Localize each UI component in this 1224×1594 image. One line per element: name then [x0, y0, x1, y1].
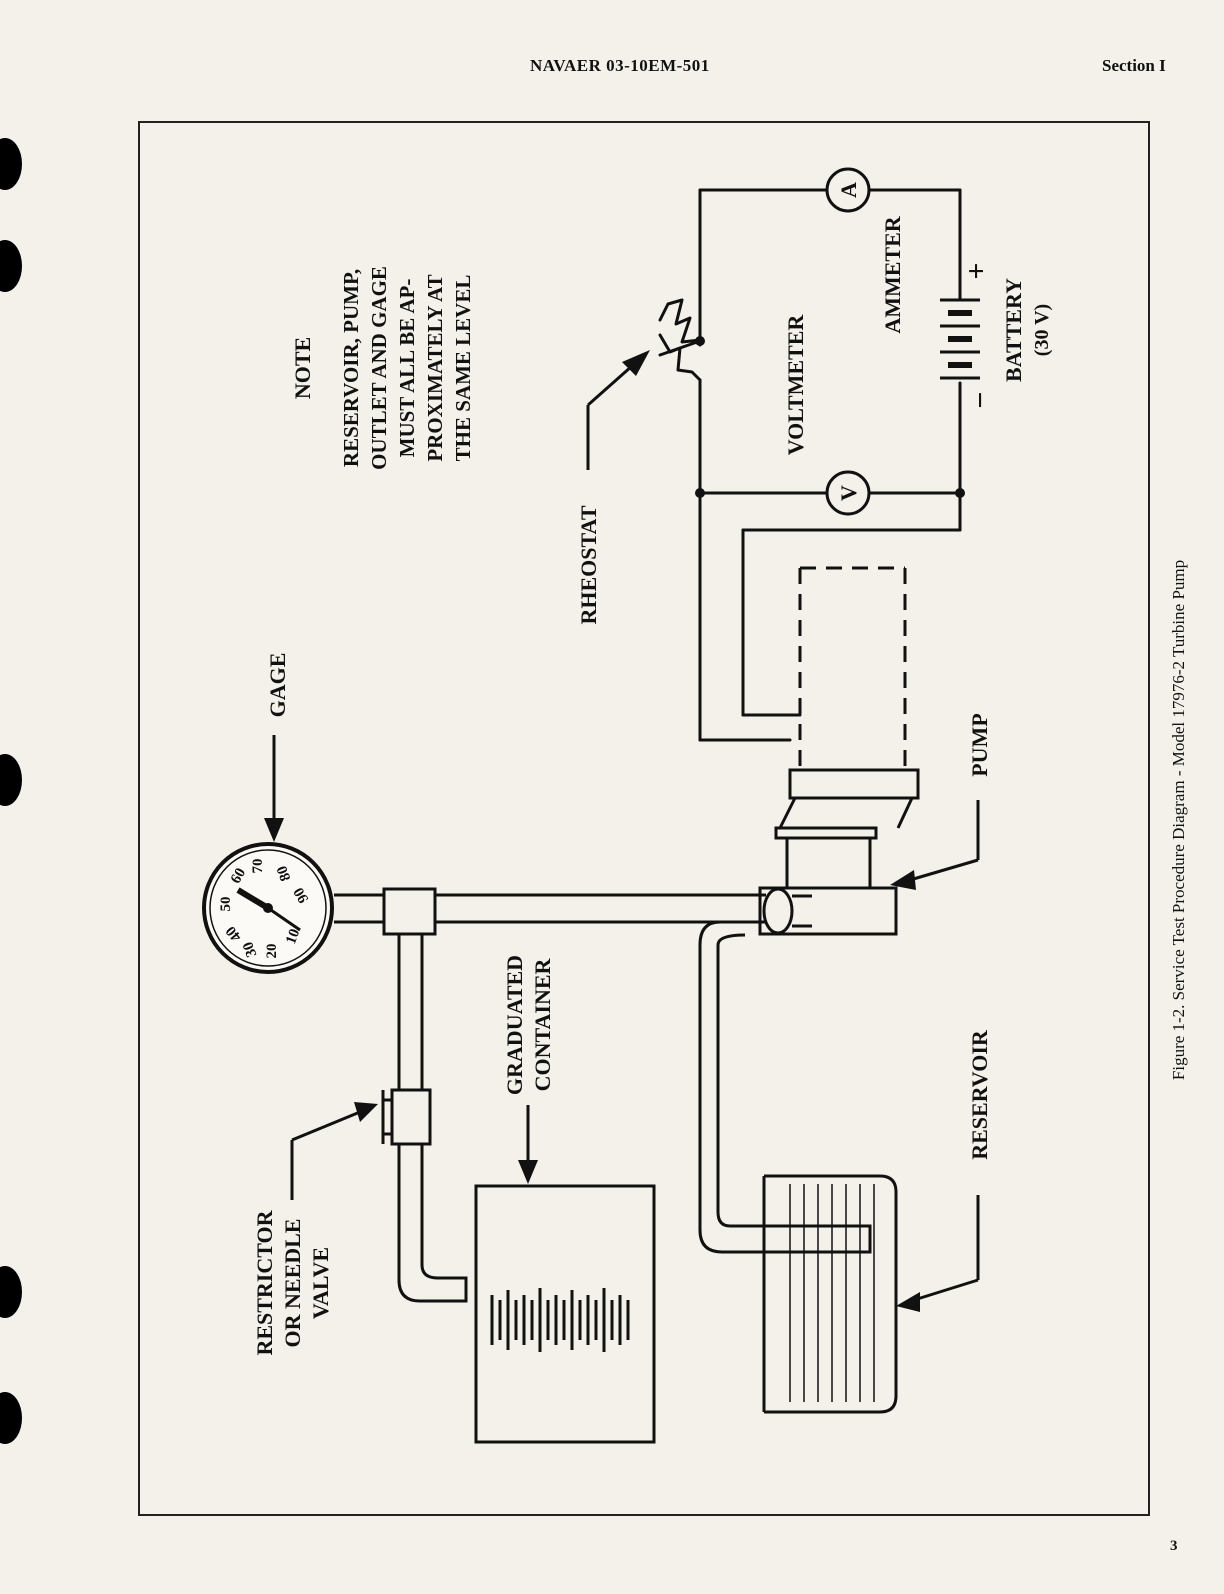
battery-label: BATTERY: [1001, 278, 1026, 382]
battery-minus: −: [964, 391, 997, 409]
gauge-tick: 70: [250, 858, 266, 874]
gauge-tick: 30: [240, 939, 261, 960]
pump-label: PUMP: [967, 713, 992, 777]
battery-symbol: [940, 300, 980, 378]
note-title: NOTE: [290, 336, 315, 400]
ammeter-letter: A: [836, 182, 861, 198]
restrictor-label-line: RESTRICTOR: [252, 1210, 277, 1356]
note-line: PROXIMATELY AT: [423, 274, 447, 462]
restrictor-label-line: OR NEEDLE: [280, 1218, 305, 1348]
note-line: THE SAME LEVEL: [451, 274, 475, 462]
reservoir-label: RESERVOIR: [967, 1030, 992, 1160]
battery-plus: +: [960, 262, 993, 280]
gauge-tick: 20: [264, 943, 280, 959]
gauge-tick: 60: [227, 865, 250, 887]
gauge-tick: 40: [222, 922, 245, 945]
gauge-tick: 10: [283, 926, 304, 947]
document-number: NAVAER 03-10EM-501: [530, 56, 710, 75]
graduated-container-label-line: GRADUATED: [502, 954, 527, 1096]
battery-voltage-label: (30 V): [1031, 303, 1053, 357]
page-number: 3: [1170, 1538, 1178, 1554]
note-line: RESERVOIR, PUMP,: [339, 268, 363, 468]
voltmeter-letter: V: [836, 485, 861, 501]
section-label: Section I: [1102, 56, 1166, 75]
figure-caption: Figure 1-2. Service Test Procedure Diagram - Model 17976-2 Turbine Pump: [1169, 559, 1188, 1081]
gauge-tick: 80: [274, 863, 295, 884]
gage-label: GAGE: [265, 652, 290, 718]
note-line: MUST ALL BE AP-: [395, 278, 419, 458]
note-line: OUTLET AND GAGE: [367, 266, 391, 470]
voltmeter-label: VOLTMETER: [783, 314, 808, 456]
graduation-marks: [492, 1288, 628, 1352]
reservoir-tank: [764, 1176, 896, 1412]
graduated-container-label-line: CONTAINER: [530, 958, 555, 1092]
gauge-tick: 50: [218, 896, 234, 912]
rheostat-label: RHEOSTAT: [576, 505, 601, 625]
ammeter-label: AMMETER: [880, 216, 905, 334]
restrictor-label-line: VALVE: [308, 1246, 333, 1320]
gauge-tick: 90: [290, 884, 313, 906]
pump-symbol: [760, 568, 918, 934]
